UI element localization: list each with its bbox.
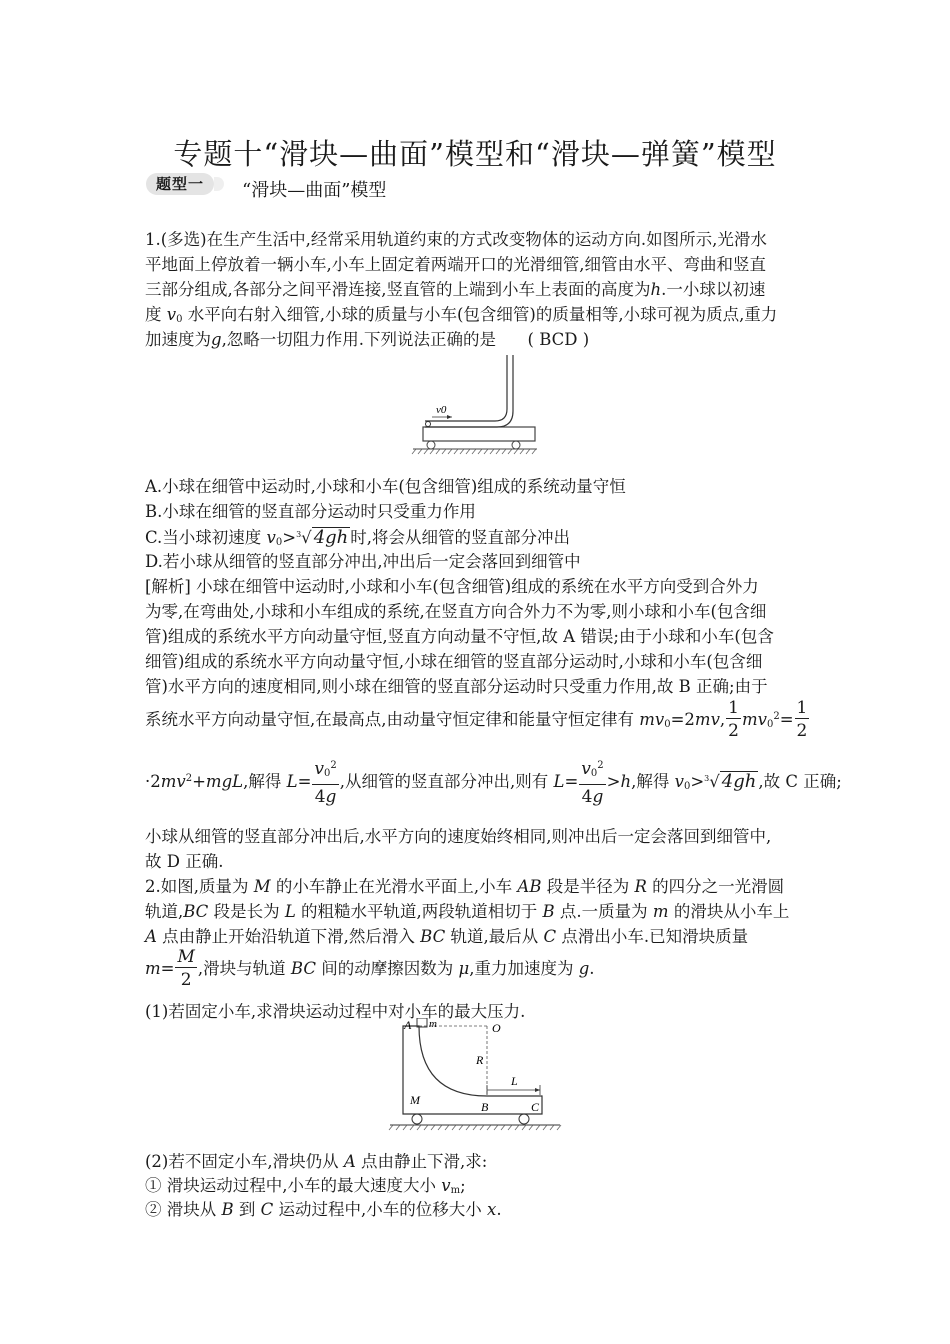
label-l: L (511, 1074, 518, 1088)
q2-sub-1: (1)若固定小车,求滑块运动过程中对小车的最大压力. (145, 1002, 526, 1021)
q1-line-5: 加速度为g,忽略一切阻力作用.下列说法正确的是 ( BCD ) (145, 330, 590, 349)
label-c: C (531, 1100, 540, 1114)
q1-option-c: C.当小球初速度 $v_0>^3√$ 4gh 时,将会从细管的竖直部分冲出 (145, 527, 571, 548)
analysis-line-7: $\cdot 2mv^2+mgL$,解得 L= $\frac{v_0^2}{4g}$ ,从细管的竖直部分冲出,则有 L= $\frac{v_0^2}{4g}$ >h,解得 $v_0>^3√$ 4gh ,故 C 正确; (145, 756, 842, 809)
analysis-line-2: 为零,在弯曲处,小球和小车组成的系统,在竖直方向合外力不为零,则小球和小车(包含细 (145, 602, 767, 621)
v0-label: v0 (436, 404, 447, 416)
q2-line-1: 2.如图,质量为 M 的小车静止在光滑水平面上,小车 AB 段是半径为 R 的四分之一光滑圆 (145, 877, 785, 896)
q2-sub-2: (2)若不固定小车,滑块仍从 A 点由静止下滑,求: (145, 1152, 488, 1171)
page-title: 专题十“滑块—曲面”模型和“滑块—弹簧”模型 (173, 137, 777, 171)
q1-answer: ( BCD ) (527, 330, 590, 349)
analysis-line-1: [解析] 小球在细管中运动时,小球和小车(包含细管)组成的系统在水平方向受到合外力 (145, 577, 759, 596)
question-type-tag: 题型一 (146, 173, 214, 195)
q1-option-b: B.小球在细管的竖直部分运动时只受重力作用 (145, 502, 476, 521)
q1-option-d: D.若小球从细管的竖直部分冲出,冲出后一定会落回到细管中 (145, 552, 581, 571)
label-o: O (492, 1021, 501, 1035)
q2-sub-2-1: ① 滑块运动过程中,小车的最大速度大小 $v_m$; (145, 1176, 466, 1196)
label-a: A (404, 1018, 412, 1032)
label-r: R (476, 1053, 484, 1067)
q2-figure-cart-track (385, 1018, 565, 1136)
analysis-line-5: 管)水平方向的速度相同,则小球在细管的竖直部分运动时只受重力作用,故 B 正确;由于 (145, 677, 768, 696)
q2-line-2: 轨道,BC 段是长为 L 的粗糙水平轨道,两段轨道相切于 B 点.一质量为 m 的滑块从小车上 (145, 902, 790, 921)
q2-line-3: A 点由静止开始沿轨道下滑,然后滑入 BC 轨道,最后从 C 点滑出小车.已知滑块质量 (145, 927, 749, 946)
label-big-m: M (410, 1093, 420, 1107)
q1-line-4: 度 $v_0$ 水平向右射入细管,小球的质量与小车(包含细管)的质量相等,小球可视为质点,重力 (145, 305, 778, 325)
label-b: B (481, 1100, 489, 1114)
analysis-line-3: 管)组成的系统水平方向动量守恒,竖直方向动量不守恒,故 A 错误;由于小球和小车(包含 (145, 627, 774, 646)
q1-line-2: 平地面上停放着一辆小车,小车上固定着两端开口的光滑细管,细管由水平、弯曲和竖直 (145, 255, 766, 274)
analysis-line-8: 小球从细管的竖直部分冲出后,水平方向的速度始终相同,则冲出后一定会落回到细管中, (145, 827, 772, 846)
q2-sub-2-2: ② 滑块从 B 到 C 运动过程中,小车的位移大小 x. (145, 1200, 502, 1219)
section-heading: “滑块—曲面”模型 (242, 180, 387, 201)
analysis-line-4: 细管)组成的系统水平方向动量守恒,小球在细管的竖直部分运动时,小球和小车(包含细 (145, 652, 763, 671)
q1-figure-cart-tube (410, 355, 540, 455)
q1-line-1: 1.(多选)在生产生活中,经常采用轨道约束的方式改变物体的运动方向.如图所示,光滑水 (145, 230, 767, 249)
q1-line-3: 三部分组成,各部分之间平滑连接,竖直管的上端到小车上表面的高度为h.一小球以初速 (145, 280, 766, 299)
analysis-line-9: 故 D 正确. (145, 852, 224, 871)
label-m: m (429, 1018, 437, 1030)
q1-option-a: A.小球在细管中运动时,小球和小车(包含细管)组成的系统动量守恒 (145, 477, 626, 496)
q2-line-4: m= $\frac{M}{2}$ ,滑块与轨道 BC 间的动摩擦因数为 μ,重力加速度为 g. (145, 947, 595, 990)
analysis-line-6: 系统水平方向动量守恒,在最高点,由动量守恒定律和能量守恒定律有 $mv_0=2mv$, $\frac{1}{2}$ $mv_0^2=$ $\frac{1}{2}$ (145, 698, 808, 741)
